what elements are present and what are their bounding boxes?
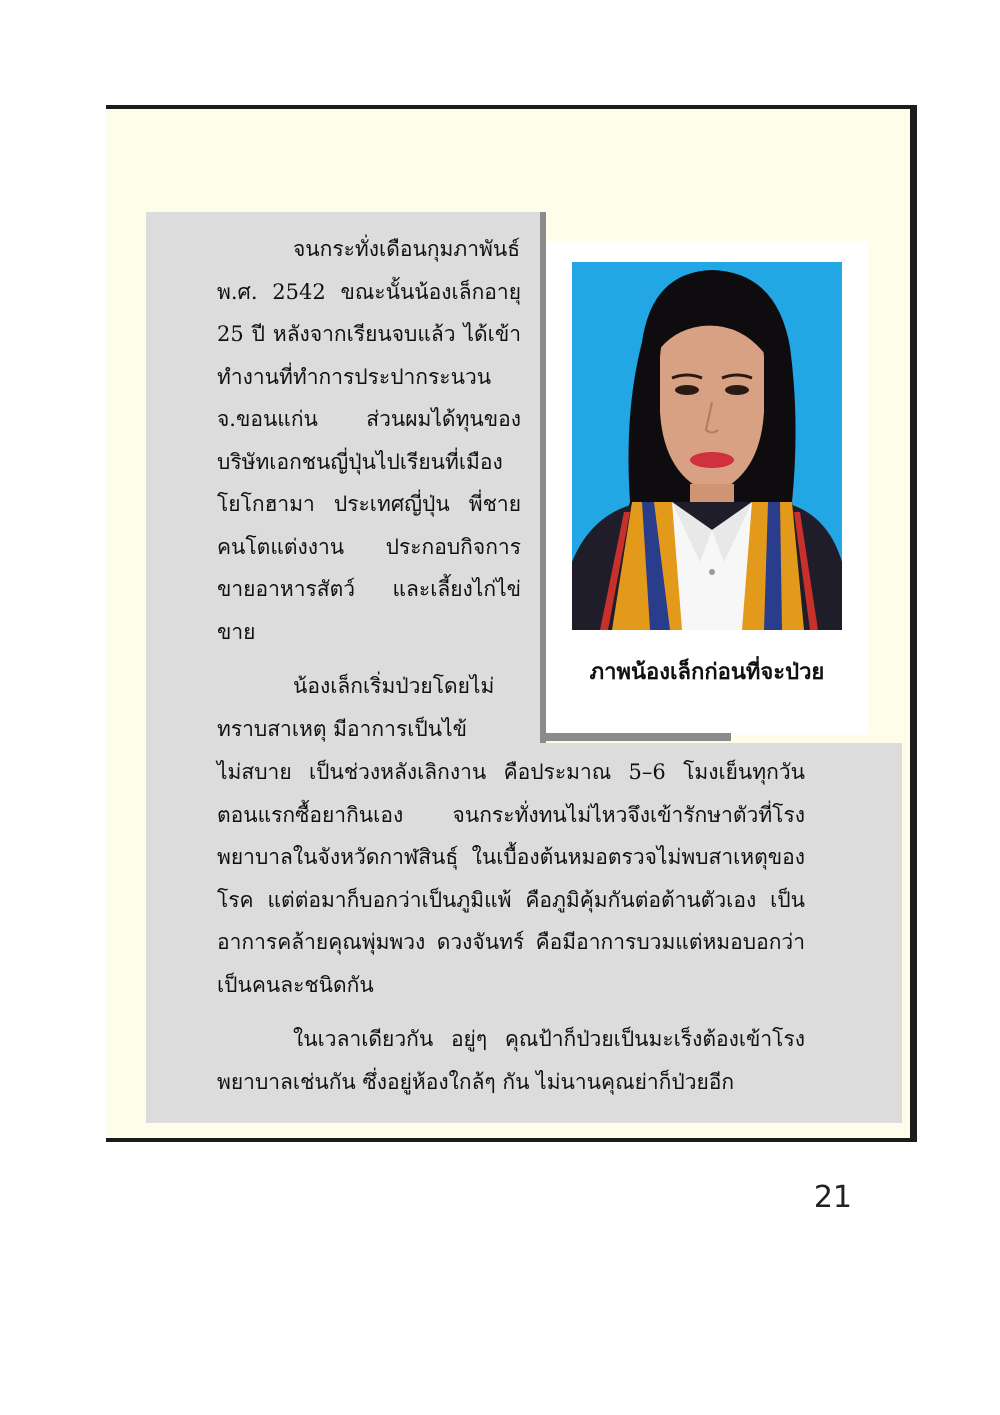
paragraph-3: ในเวลาเดียวกัน อยู่ๆ คุณป้าก็ป่วยเป็นมะเร็งต้องเข้าโรงพยาบาลเช่นกัน ซึ่งอยู่ห้องใกล้ๆ กัน ไม่นานคุณย่าก็ป่วยอีก bbox=[217, 1027, 805, 1094]
wide-text-column bbox=[217, 751, 805, 1103]
paragraph-1: จนกระทั่งเดือนกุมภาพันธ์ พ.ศ. 2542 ขณะนั้นน้องเล็กอายุ 25 ปี หลังจากเรียนจบแล้ว ได้เข้าทำงานที่ทำการประปากระนวน จ.ขอนแก่น ส่วนผมได้ทุนของบริษัทเอกชนญี่ปุ่นไปเรียนที่เมืองโยโกฮามา ประเทศญี่ปุ่น พี่ชายคนโตแต่งงาน ประกอบกิจการขายอาหารสัตว์ และเลี้ยงไก่ไข่ขาย bbox=[217, 237, 521, 644]
portrait-illustration bbox=[572, 262, 842, 630]
photo-panel-shadow bbox=[541, 733, 731, 741]
portrait-photo bbox=[572, 262, 842, 630]
page-number: 21 bbox=[813, 1180, 852, 1215]
paragraph-2-continued: ไม่สบาย เป็นช่วงหลังเลิกงาน คือประมาณ 5–6 โมงเย็นทุกวัน ตอนแรกซื้อยากินเอง จนกระทั่งทนไม่ไหวจึงเข้ารักษาตัวที่โรงพยาบาลในจังหวัดกาฬสินธุ์ ในเบื้องต้นหมอตรวจไม่พบสาเหตุของโรค แต่ต่อมาก็บอกว่าเป็นภูมิแพ้ คือภูมิคุ้มกันต่อต้านตัวเอง เป็นอาการคล้ายคุณพุ่มพวง ดวงจันทร์ คือมีอาการบวมแต่หมอบอกว่าเป็นคนละชนิดกัน bbox=[217, 760, 805, 997]
narrow-text-column bbox=[217, 228, 521, 750]
photo-caption: ภาพน้องเล็กก่อนที่จะป่วย bbox=[589, 660, 825, 685]
paragraph-2-start: น้องเล็กเริ่มป่วยโดยไม่ทราบสาเหตุ มีอาการเป็นไข้ bbox=[217, 674, 495, 741]
